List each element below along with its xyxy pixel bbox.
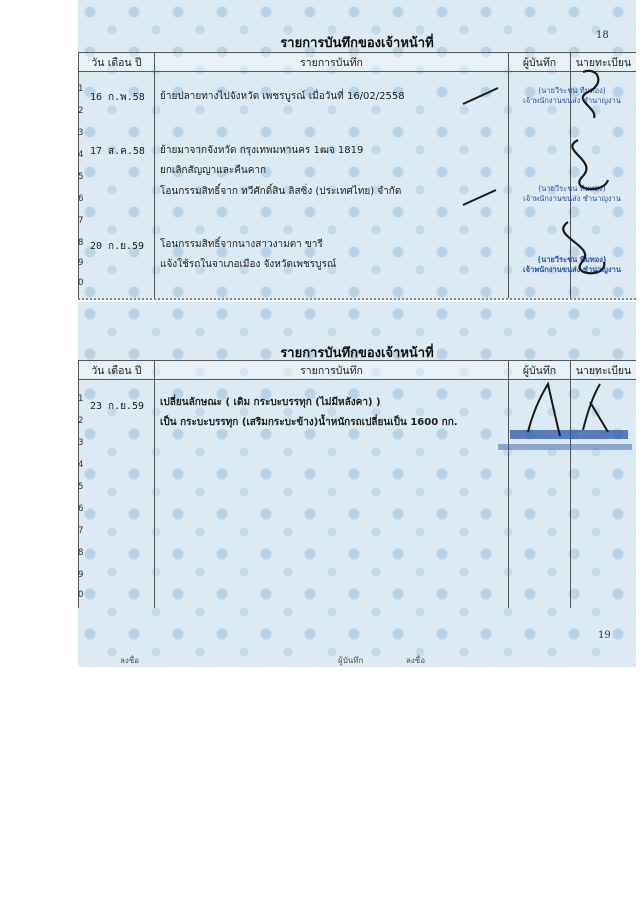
entry-text: โอนกรรมสิทธิ์จาก ทวีศักดิ์สิน ลิสซิ่ง (ประเทศไทย) จำกัด bbox=[160, 186, 402, 197]
header-recorder: ผู้บันทึก bbox=[509, 361, 571, 380]
official-stamp: (นายวีระชน ทีมทอง) เจ้าพนักงานขนส่ง ชำนาญงาน bbox=[523, 86, 621, 105]
entry-text: เป็น กระบะบรรทุก (เสริมกระบะข้าง)น้ำหนักรถเปลี่ยนเป็น 1600 กก. bbox=[160, 417, 458, 428]
upper-record-sheet: 18 รายการบันทึกของเจ้าหน้าที่ วัน เดือน ปี รายการบันทึก ผู้บันทึก นายทะเบียน 1 2 3 4 5 6 7 8 9 0 16 ก.พ.58 ย้ายปลายทางไปจังหวัด เพชรบูรณ์ เมื่อวันที่ 16/02/2558 17 ส.ค.58 ย้ายมาจากจังหวัด กรุงเทพมหานคร 1ฒจ 1819 ยกเลิกสัญญาและคืนคาก โอนกรรมสิทธิ์จาก ทวีศักดิ์สิน ลิสซิ่ง (ประเทศไทย) จำกัด 20 ก.ย.59 โอนกรรมสิทธิ์จากนางสาวงามตา ขารี แจ้งใช้รถในจาเภอเมือง จังหวัดเพชรบูรณ์ (นายวีระชน ทีมทอง) เจ้าพนักงานขนส่ง ชำนาญงาน (นายวีระชน ทีมทอง) เจ้าพนักงานขนส่ง ชำนาญงาน (นายวีระชน ทีมทอง) เจ้าพนักงานขนส่ง ชำนาญงาน bbox=[78, 0, 636, 300]
header-recorder: ผู้บันทึก bbox=[509, 53, 571, 72]
sheet-title: รายการบันทึกของเจ้าหน้าที่ bbox=[280, 36, 434, 51]
official-stamp: (นายวีระชน ทีมทอง) เจ้าพนักงานขนส่ง ชำนาญงาน bbox=[523, 255, 621, 274]
entry-text: แจ้งใช้รถในจาเภอเมือง จังหวัดเพชรบูรณ์ bbox=[160, 259, 337, 270]
entry-text: เปลี่ยนลักษณะ ( เดิม กระบะบรรทุก (ไม่มีหลังคา) ) bbox=[160, 397, 381, 408]
header-record: รายการบันทึก bbox=[155, 53, 509, 72]
footer-recorder-label: ผู้บันทึก bbox=[338, 656, 364, 665]
entry-text: ย้ายมาจากจังหวัด กรุงเทพมหานคร 1ฒจ 1819 bbox=[160, 145, 364, 156]
header-record: รายการบันทึก bbox=[155, 361, 509, 380]
entry-date: 16 ก.พ.58 bbox=[90, 92, 145, 103]
sheet-title: รายการบันทึกของเจ้าหน้าที่ bbox=[280, 346, 434, 361]
footer-signed-label: ลงชื่อ bbox=[120, 656, 140, 665]
entry-text: ย้ายปลายทางไปจังหวัด เพชรบูรณ์ เมื่อวันที่ 16/02/2558 bbox=[160, 91, 405, 102]
table-body-row bbox=[79, 380, 637, 608]
entry-date: 23 ก.ย.59 bbox=[90, 401, 145, 412]
header-registrar: นายทะเบียน bbox=[571, 53, 637, 72]
page-number: 18 bbox=[596, 30, 609, 41]
official-stamp: (นายวีระชน ทีมทอง) เจ้าพนักงานขนส่ง ชำนาญงาน bbox=[523, 184, 621, 203]
footer-signed-label: ลงชื่อ bbox=[406, 656, 426, 665]
header-registrar: นายทะเบียน bbox=[571, 361, 637, 380]
stamp-impression bbox=[510, 430, 628, 439]
stamp-impression bbox=[498, 444, 632, 450]
entry-text: โอนกรรมสิทธิ์จากนางสาวงามตา ขารี bbox=[160, 239, 323, 250]
entry-text: ยกเลิกสัญญาและคืนคาก bbox=[160, 165, 267, 176]
page-number: 19 bbox=[598, 630, 611, 641]
entry-date: 20 ก.ย.59 bbox=[90, 241, 145, 252]
entry-date: 17 ส.ค.58 bbox=[90, 146, 145, 157]
header-date: วัน เดือน ปี bbox=[79, 53, 155, 72]
lower-record-sheet: รายการบันทึกของเจ้าหน้าที่ วัน เดือน ปี รายการบันทึก ผู้บันทึก นายทะเบียน 1 2 3 4 5 6 7 8 9 0 23 ก.ย.59 เปลี่ยนลักษณะ ( เดิม กระบะบรรทุก (ไม่มีหลังคา) ) เป็น กระบะบรรทุก (เสริมกระบะข้าง)น้ำหนักรถเปลี่ยนเป็น 1600 กก. 19 ลงชื่อ ผู้บันทึก ลงชื่อ bbox=[78, 302, 636, 667]
header-date: วัน เดือน ปี bbox=[79, 361, 155, 380]
